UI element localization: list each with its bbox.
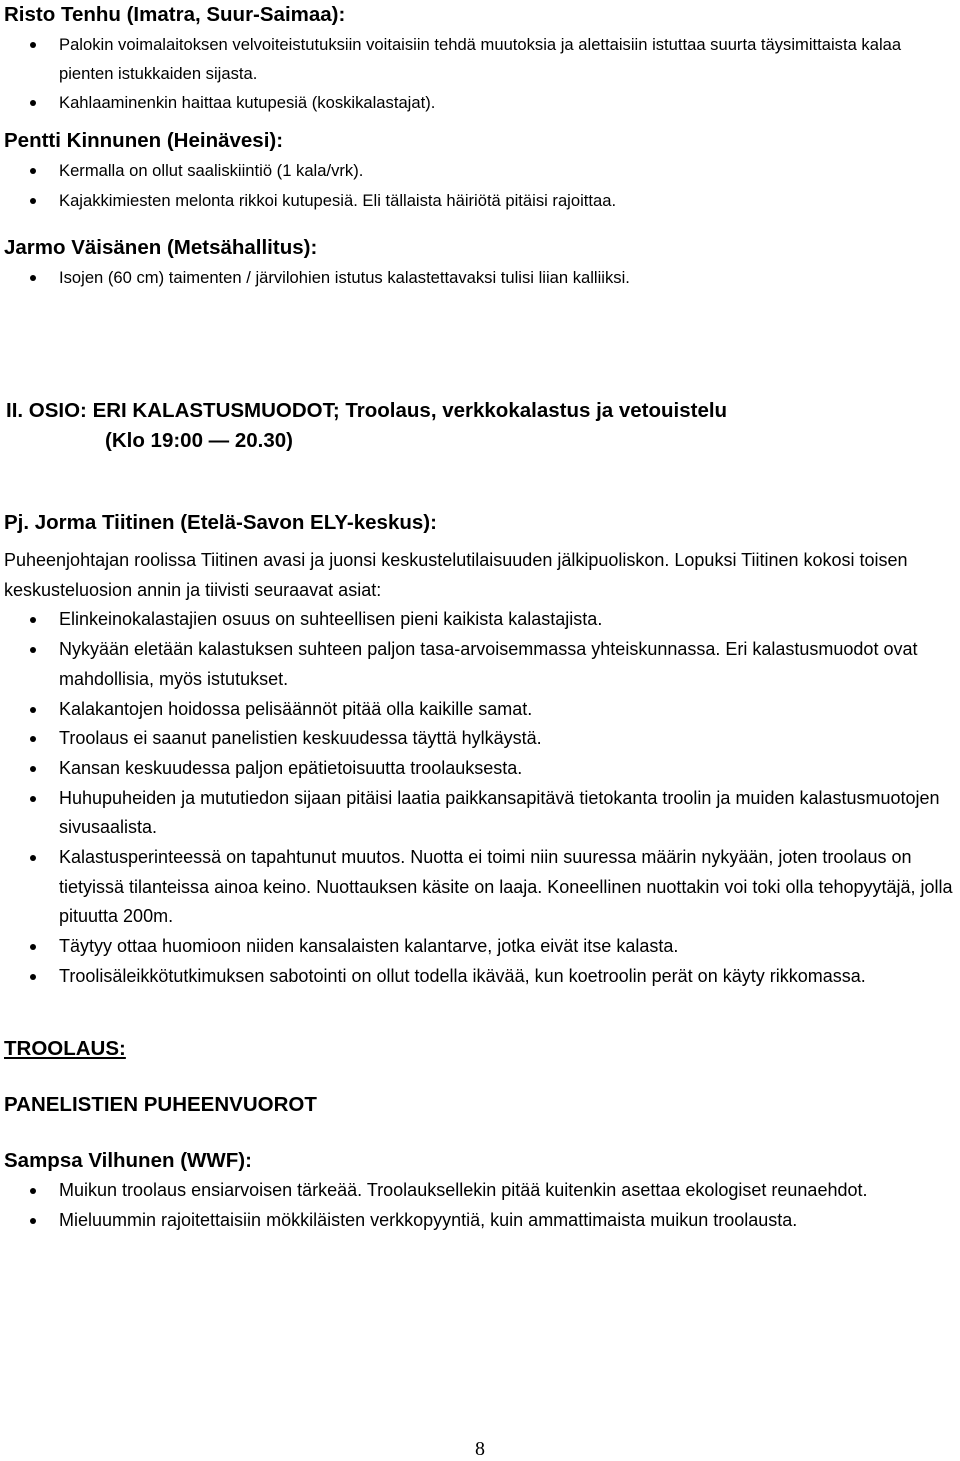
list-item: Palokin voimalaitoksen velvoiteistutuksiin voitaisiin tehdä muutoksia ja alettaisiin istuttaa suurta täysimittaista kalaa pienten istukkaiden sijasta. bbox=[4, 30, 960, 88]
jarmo-section bbox=[4, 233, 960, 293]
section-heading: PANELISTIEN PUHEENVUOROT bbox=[4, 1093, 317, 1116]
panel-section bbox=[4, 1090, 960, 1120]
list-item: Kajakkimiesten melonta rikkoi kutupesiä. Eli tällaista häiriötä pitäisi rajoittaa. bbox=[4, 186, 960, 216]
page-number: 8 bbox=[475, 1438, 485, 1460]
section-title bbox=[6, 396, 960, 456]
speaker-heading: Risto Tenhu (Imatra, Suur-Saimaa): bbox=[4, 3, 346, 26]
section-heading: TROOLAUS: bbox=[4, 1037, 126, 1060]
bullet-list bbox=[4, 30, 960, 118]
list-item: Täytyy ottaa huomioon niiden kansalaisten kalantarve, jotka eivät itse kalasta. bbox=[4, 932, 960, 962]
speaker-heading: Sampsa Vilhunen (WWF): bbox=[4, 1149, 252, 1172]
list-item: Muikun troolaus ensiarvoisen tärkeää. Troolauksellekin pitää kuitenkin asettaa ekologiset reunaehdot. bbox=[4, 1176, 960, 1206]
speaker-heading: Jarmo Väisänen (Metsähallitus): bbox=[4, 236, 318, 259]
sampsa-section bbox=[4, 1146, 960, 1235]
jorma-section bbox=[4, 508, 960, 992]
section-title-line: II. OSIO: ERI KALASTUSMUODOT; Troolaus, verkkokalastus ja vetouistelu bbox=[6, 399, 728, 422]
list-item: Kermalla on ollut saaliskiintiö (1 kala/vrk). bbox=[4, 156, 960, 186]
list-item: Kansan keskuudessa paljon epätietoisuutta troolauksesta. bbox=[4, 754, 960, 784]
speaker-heading: Pentti Kinnunen (Heinävesi): bbox=[4, 129, 284, 152]
list-item: Mieluummin rajoitettaisiin mökkiläisten verkkopyyntiä, kuin ammattimaista muikun troolausta. bbox=[4, 1206, 960, 1236]
troolaus-section bbox=[4, 1034, 960, 1064]
list-item: Nykyään eletään kalastuksen suhteen paljon tasa-arvoisemmassa yhteiskunnassa. Eri kalastusmuodot ovat mahdollisia, myös istutukset. bbox=[4, 635, 960, 694]
intro-paragraph: Puheenjohtajan roolissa Tiitinen avasi ja juonsi keskustelutilaisuuden jälkipuoliskon. Lopuksi Tiitinen kokosi toisen keskusteluosion annin ja tiivisti seuraavat asiat: bbox=[4, 550, 908, 600]
bullet-list bbox=[4, 263, 960, 293]
list-item: Kalastusperinteessä on tapahtunut muutos. Nuotta ei toimi niin suuressa määrin nykyään, joten troolaus on tietyissä tilanteissa ainoa keino. Nuottauksen käsite on laaja. Koneellinen nuottakin voi toki olla tehopyytäjä, jolla pituutta 200m. bbox=[4, 843, 960, 932]
list-item: Elinkeinokalastajien osuus on suhteellisen pieni kaikista kalastajista. bbox=[4, 605, 960, 635]
list-item: Troolaus ei saanut panelistien keskuudessa täyttä hylkäystä. bbox=[4, 724, 960, 754]
section-time: (Klo 19:00 — 20.30) bbox=[105, 429, 293, 452]
speaker-heading: Pj. Jorma Tiitinen (Etelä-Savon ELY-keskus): bbox=[4, 511, 437, 534]
pentti-section bbox=[4, 126, 960, 215]
list-item: Huhupuheiden ja mututiedon sijaan pitäisi laatia paikkansapitävä tietokanta troolin ja muiden kalastusmuotojen sivusaalista. bbox=[4, 784, 960, 843]
bullet-list bbox=[4, 156, 960, 215]
list-item: Isojen (60 cm) taimenten / järvilohien istutus kalastettavaksi tulisi liian kalliiksi. bbox=[4, 263, 960, 293]
list-item: Kahlaaminenkin haittaa kutupesiä (koskikalastajat). bbox=[4, 88, 960, 118]
risto-section bbox=[4, 0, 960, 118]
bullet-list bbox=[4, 1176, 960, 1235]
bullet-list bbox=[4, 605, 960, 991]
list-item: Kalakantojen hoidossa pelisäännöt pitää olla kaikille samat. bbox=[4, 695, 960, 725]
list-item: Troolisäleikkötutkimuksen sabotointi on ollut todella ikävää, kun koetroolin perät on käyty rikkomassa. bbox=[4, 962, 960, 992]
